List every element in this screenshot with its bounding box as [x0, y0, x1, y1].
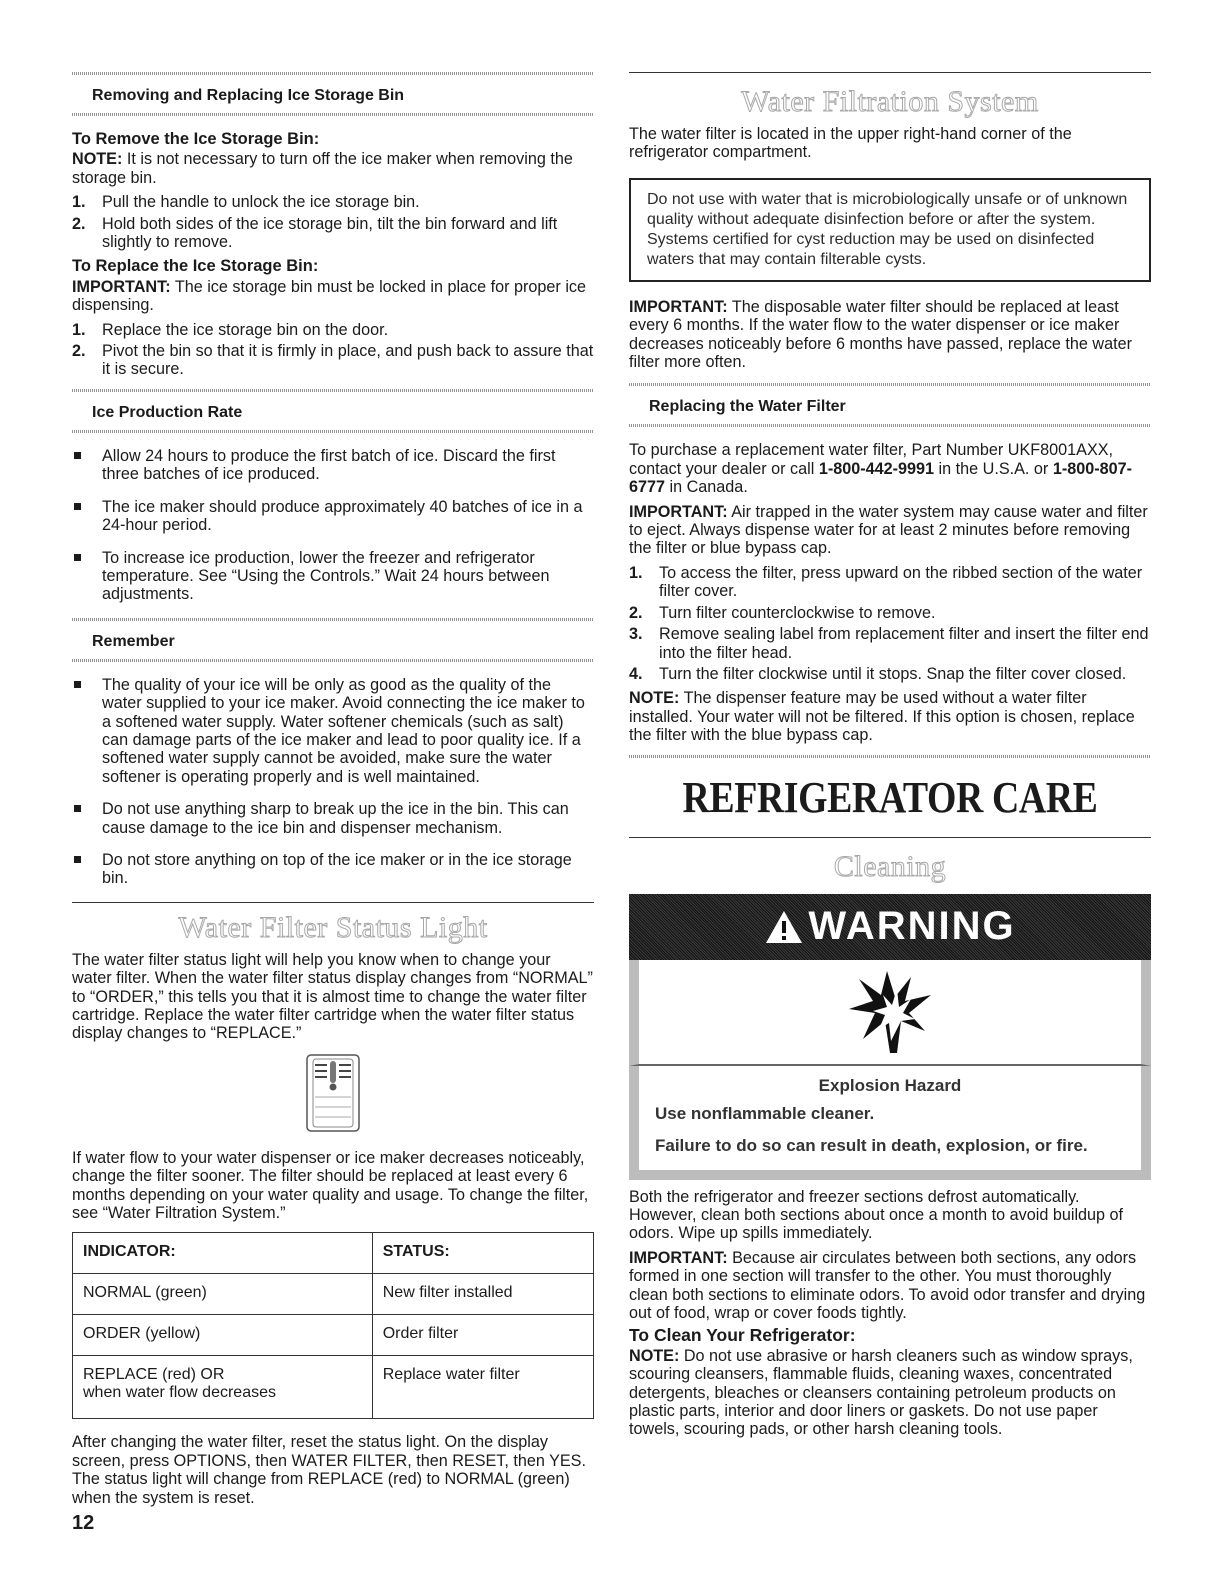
remember-heading: Remember [92, 632, 175, 650]
remember-section-header [72, 618, 594, 662]
status-light-intro: The water filter status light will help you know when to change your water filter. When the water filter status display changes from “NORMAL” to “ORDER,” this tells you that it is almost time to change the water filter cartridge. Replace the water filter cartridge when the water filter status display changes to “REPLACE.” [72, 950, 593, 1043]
table-header: STATUS: [372, 1233, 593, 1274]
list-item: 3. Remove sealing label from replacement filter and insert the filter end into the filter head. [629, 625, 1149, 662]
hazard-title: Explosion Hazard [818, 1075, 962, 1095]
list-item: Do not use anything sharp to break up the ice in the bin. This can cause damage to the ice bin and dispenser mechanism. [72, 800, 594, 837]
warning-triangle-icon [764, 909, 804, 945]
production-bullets [72, 447, 594, 604]
section-divider [629, 72, 1151, 73]
warning-label: WARNING [808, 904, 1016, 949]
care-note: NOTE: Do not use abrasive or harsh cleaners such as window sprays, scouring cleansers, flammable fluids, cleaning waxes, concentrated detergents, bleaches or cleansers containing petroleum products on plastic parts, interior and door liners or gaskets. Do not use paper towels, scouring pads, or other harsh cleaning tools. [629, 1346, 1133, 1439]
list-item: 4. Turn the filter clockwise until it stops. Snap the filter cover closed. [629, 664, 1127, 683]
table-cell: Replace water filter [372, 1356, 593, 1419]
removing-section-header [72, 72, 594, 116]
filtration-important: IMPORTANT: The disposable water filter should be replaced at least every 6 months. If the water flow to the water dispenser or ice maker decreases noticeably before 6 months have passed, replace the water filter more often. [629, 297, 1133, 372]
remove-steps [72, 193, 594, 251]
replace-important: IMPORTANT: The ice storage bin must be locked in place for proper ice dispensing. [72, 277, 587, 315]
replace-bin-title: To Replace the Ice Storage Bin: [72, 257, 319, 276]
warning-banner [629, 894, 1151, 960]
refrigerator-care-title: REFRIGERATOR CARE [682, 772, 1098, 822]
water-filter-status-icon [305, 1053, 361, 1133]
care-important: IMPORTANT: Because air circulates between both sections, any odors formed in one section will transfer to the other. You must thoroughly clean both sections to eliminate odors. To avoid odor transfer and drying out of food, wrap or cover foods tightly. [629, 1248, 1146, 1322]
list-item: 2. Hold both sides of the ice storage bin, tilt the bin forward and lift slightly to remove. [72, 214, 558, 252]
list-item: Do not store anything on top of the ice maker or in the ice storage bin. [72, 851, 594, 888]
status-table [72, 1232, 594, 1419]
status-light-after-table: After changing the water filter, reset the status light. On the display screen, press OPTIONS, then WATER FILTER, then RESET, then YES. The status light will change from REPLACE (red) to NORMAL (green) when the system is reset. [72, 1433, 586, 1507]
phone-canada: 1-800-807-6777 [629, 459, 1133, 497]
warning-text [629, 1066, 1151, 1180]
table-row [73, 1274, 594, 1315]
status-light-after-icon: If water flow to your water dispenser or ice maker decreases noticeably, change the filter sooner. The filter should be replaced at least every 6 months depending on your water quality and usage. To change the filter, see “Water Filtration System.” [72, 1148, 589, 1223]
hazard-line-1: Use nonflammable cleaner. [655, 1103, 875, 1123]
explosion-icon-area [629, 960, 1151, 1066]
table-cell: New filter installed [372, 1274, 593, 1315]
table-row [73, 1356, 594, 1419]
phone-us: 1-800-442-9991 [818, 459, 935, 478]
left-column [72, 72, 594, 1507]
replacing-heading: Replacing the Water Filter [649, 398, 846, 416]
explosion-hazard-icon [845, 969, 935, 1055]
table-header: INDICATOR: [73, 1233, 373, 1274]
table-cell: NORMAL (green) [73, 1274, 373, 1315]
hazard-line-2: Failure to do so can result in death, explosion, or fire. [655, 1135, 1088, 1155]
page-number: 12 [72, 1512, 95, 1534]
section-divider [629, 837, 1151, 838]
cleaning-title: Cleaning [833, 849, 947, 883]
table-cell: ORDER (yellow) [73, 1315, 373, 1356]
filtration-title: Water Filtration System [741, 85, 1039, 118]
replacing-note: NOTE: The dispenser feature may be used without a water filter installed. Your water will not be filtered. If this option is chosen, replace the filter with the blue bypass cap. [629, 689, 1135, 745]
production-heading: Ice Production Rate [92, 403, 243, 421]
table-row [73, 1315, 594, 1356]
replace-steps [72, 321, 594, 379]
right-column [629, 72, 1151, 1439]
filter-steps [629, 564, 1151, 683]
list-item: 1. Replace the ice storage bin on the door. [72, 320, 389, 339]
table-cell: Order filter [372, 1315, 593, 1356]
list-item: 1. To access the filter, press upward on the ribbed section of the water filter cover. [629, 563, 1143, 601]
replacing-important: IMPORTANT: Air trapped in the water system may cause water and filter to eject. Always dispense water for at least 2 minutes before removing the filter or blue bypass cap. [629, 502, 1148, 558]
replacing-section-header [629, 383, 1151, 427]
section-divider [72, 902, 594, 903]
dotted-divider [629, 755, 1151, 758]
table-cell: REPLACE (red) OR when water flow decreases [73, 1356, 373, 1419]
table-header-row [73, 1233, 594, 1274]
remember-bullets [72, 676, 594, 888]
status-light-title: Water Filter Status Light [178, 910, 488, 944]
removing-heading: Removing and Replacing Ice Storage Bin [92, 87, 405, 104]
cyst-warning-box: Do not use with water that is microbiologically unsafe or of unknown quality without adequate disinfection before or after the system. Systems certified for cyst reduction may be used on disinfected waters that may contain filterable cysts. [629, 178, 1151, 282]
filtration-intro: The water filter is located in the upper right-hand corner of the refrigerator compartment. [629, 125, 1072, 162]
defrost-paragraph: Both the refrigerator and freezer sections defrost automatically. However, clean both sections about once a month to avoid buildup of odors. Wipe up spills immediately. [629, 1187, 1124, 1243]
list-item: The ice maker should produce approximately 40 batches of ice in a 24-hour period. [72, 498, 594, 535]
purchase-info: To purchase a replacement water filter, Part Number UKF8001AXX, contact your dealer or call 1-800-442-9991 in the U.S.A. or 1-800-807-6777 in Canada. [629, 441, 1133, 497]
remove-bin-title: To Remove the Ice Storage Bin: [72, 130, 320, 148]
explosion-warning-panel [629, 894, 1151, 1180]
list-item: The quality of your ice will be only as good as the quality of the water supplied to your ice maker. Avoid connecting the ice maker to a softened water supply. Water softener chemicals (such as salt) can damage parts of the ice maker and lead to poor quality ice. If a softened water supply cannot be avoided, make sure the water softener is operating properly and is well maintained. [72, 676, 594, 786]
clean-refrigerator-title: To Clean Your Refrigerator: [629, 1325, 856, 1346]
list-item: 2. Turn filter counterclockwise to remove. [629, 603, 936, 622]
list-item: 1. Pull the handle to unlock the ice storage bin. [72, 193, 420, 212]
list-item: Allow 24 hours to produce the first batch of ice. Discard the first three batches of ice produced. [72, 447, 594, 484]
list-item: To increase ice production, lower the freezer and refrigerator temperature. See “Using the Controls.” Wait 24 hours between adjustments. [72, 549, 594, 604]
remove-note: NOTE: It is not necessary to turn off the ice maker when removing the storage bin. [72, 150, 573, 187]
production-section-header [72, 389, 594, 433]
list-item: 2. Pivot the bin so that it is firmly in place, and push back to assure that it is secure. [72, 342, 594, 379]
